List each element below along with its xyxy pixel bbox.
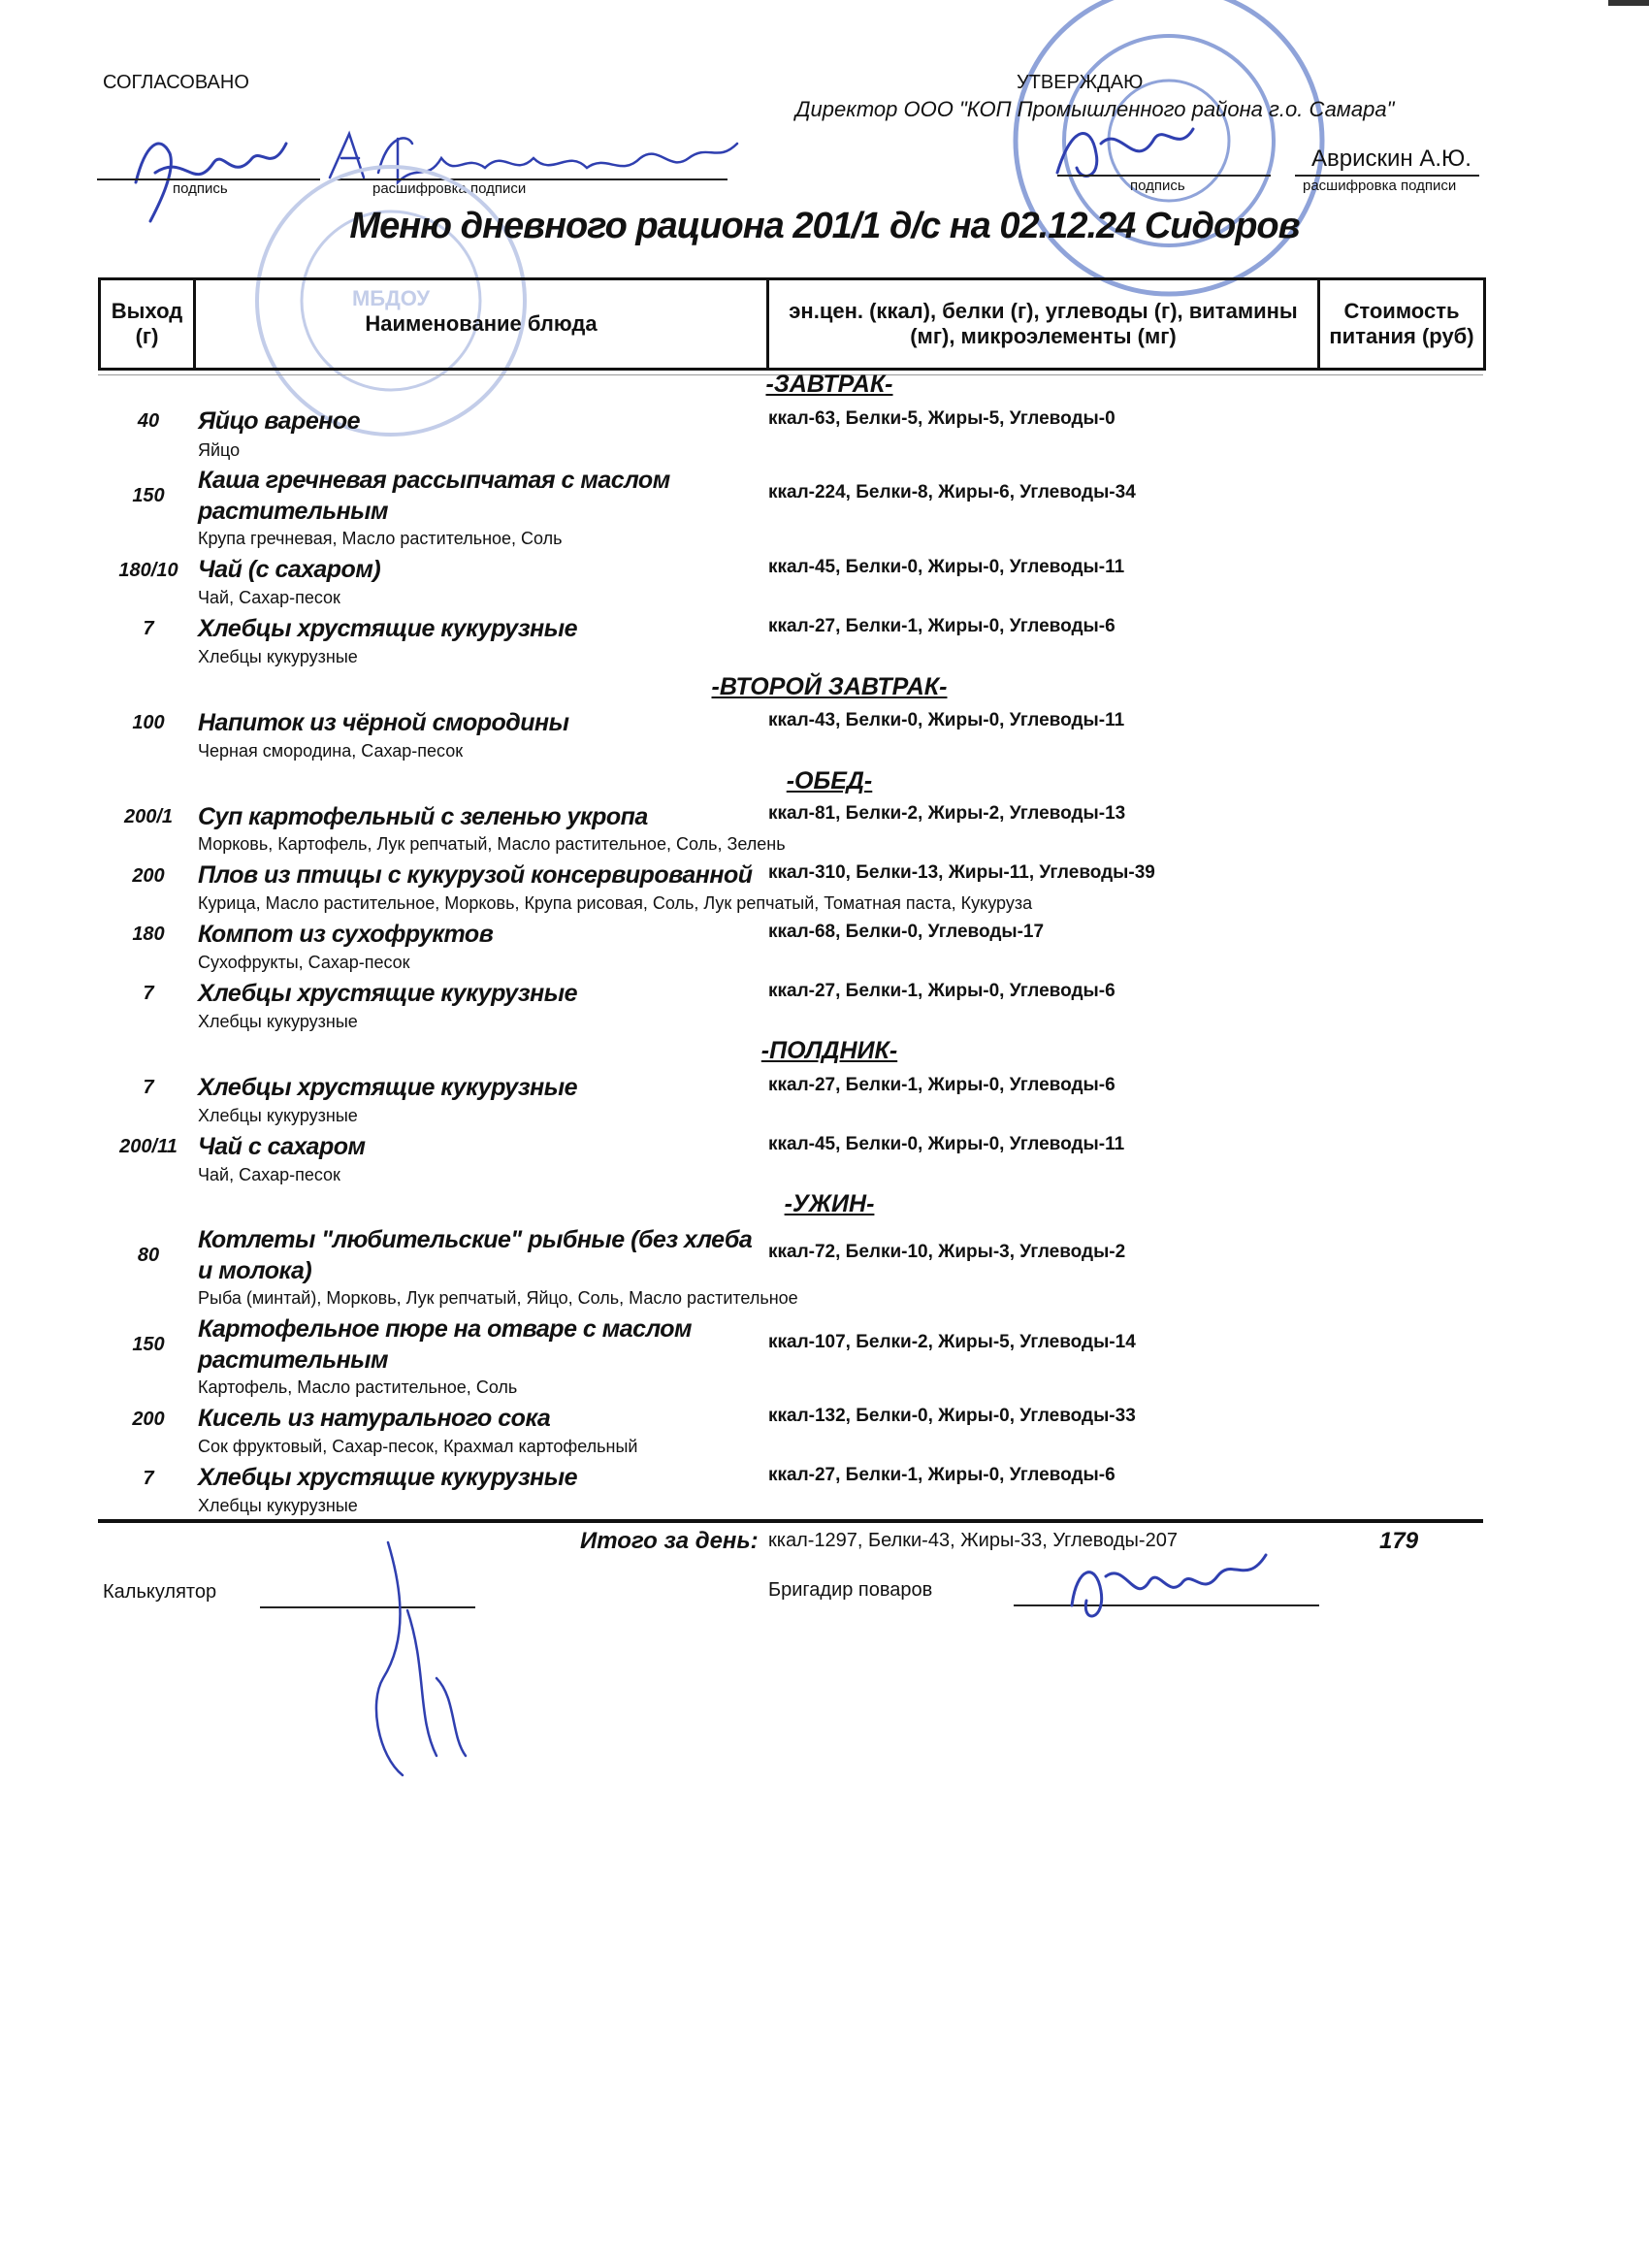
item-qty: 150 xyxy=(132,1334,165,1355)
item-qty: 180 xyxy=(132,923,165,945)
item-qty: 150 xyxy=(132,485,165,506)
item-dish: Кисель из натурального сока xyxy=(198,1405,551,1432)
total-nutrition: ккал-1297, Белки-43, Жиры-33, Углеводы-207 xyxy=(768,1530,1178,1551)
item-dish: Напиток из чёрной смородины xyxy=(198,709,569,736)
item-nutrition: ккал-224, Белки-8, Жиры-6, Углеводы-34 xyxy=(768,482,1136,502)
chef-label: Бригадир поваров xyxy=(768,1579,933,1601)
header-dish: Наименование блюда xyxy=(195,279,768,370)
item-nutrition: ккал-68, Белки-0, Углеводы-17 xyxy=(768,922,1045,942)
item-qty: 7 xyxy=(143,983,154,1004)
item-ingredients: Сухофрукты, Сахар-песок xyxy=(198,953,410,972)
item-ingredients: Хлебцы кукурузные xyxy=(198,1012,358,1031)
total-rule xyxy=(98,1519,1483,1523)
left-decode-caption: расшифровка подписи xyxy=(372,180,527,197)
calculator-signature-scribble xyxy=(349,1533,485,1785)
item-nutrition: ккал-27, Белки-1, Жиры-0, Углеводы-6 xyxy=(768,1465,1116,1485)
item-dish: Хлебцы хрустящие кукурузные xyxy=(198,1464,578,1491)
item-ingredients: Крупа гречневая, Масло растительное, Соль xyxy=(198,529,563,548)
section-dinner: -УЖИН- xyxy=(784,1190,875,1217)
item-qty: 200/11 xyxy=(119,1136,178,1157)
item-ingredients: Рыба (минтай), Морковь, Лук репчатый, Яйцо, Соль, Масло растительное xyxy=(198,1288,798,1308)
item-ingredients: Хлебцы кукурузные xyxy=(198,647,358,666)
item-nutrition: ккал-81, Белки-2, Жиры-2, Углеводы-13 xyxy=(768,803,1126,824)
section-breakfast: -ЗАВТРАК- xyxy=(765,371,893,398)
scan-corner-mark xyxy=(1608,0,1649,6)
item-qty: 7 xyxy=(143,1468,154,1489)
right-signature-caption: подпись xyxy=(1130,178,1185,194)
item-qty: 200 xyxy=(132,1409,165,1430)
item-dish: Компот из сухофруктов xyxy=(198,921,494,948)
item-nutrition: ккал-45, Белки-0, Жиры-0, Углеводы-11 xyxy=(768,1134,1125,1154)
item-dish: Котлеты "любительские" рыбные (без хлеба и молока) xyxy=(198,1226,753,1284)
item-dish: Суп картофельный с зеленью укропа xyxy=(198,803,648,830)
item-qty: 80 xyxy=(137,1245,160,1266)
item-nutrition: ккал-72, Белки-10, Жиры-3, Углеводы-2 xyxy=(768,1242,1126,1262)
item-ingredients: Черная смородина, Сахар-песок xyxy=(198,741,464,761)
total-label: Итого за день: xyxy=(580,1528,759,1554)
item-ingredients: Чай, Сахар-песок xyxy=(198,1165,340,1184)
item-ingredients: Яйцо xyxy=(198,440,241,460)
left-signature-caption: подпись xyxy=(173,180,228,197)
item-dish: Чай с сахаром xyxy=(198,1133,366,1160)
item-nutrition: ккал-43, Белки-0, Жиры-0, Углеводы-11 xyxy=(768,710,1125,730)
item-ingredients: Хлебцы кукурузные xyxy=(198,1106,358,1125)
item-ingredients: Хлебцы кукурузные xyxy=(198,1496,358,1515)
item-qty: 180/10 xyxy=(118,560,178,581)
chef-signature-scribble xyxy=(1057,1547,1280,1635)
item-nutrition: ккал-27, Белки-1, Жиры-0, Углеводы-6 xyxy=(768,981,1116,1001)
header-qty: Выход (г) xyxy=(100,279,195,370)
item-dish: Картофельное пюре на отваре с маслом растительным xyxy=(198,1315,693,1374)
item-ingredients: Сок фруктовый, Сахар-песок, Крахмал картофельный xyxy=(198,1437,638,1456)
item-dish: Яйцо вареное xyxy=(198,407,361,435)
item-qty: 7 xyxy=(143,1077,154,1098)
item-dish: Хлебцы хрустящие кукурузные xyxy=(198,1074,578,1101)
item-nutrition: ккал-310, Белки-13, Жиры-11, Углеводы-39 xyxy=(768,862,1155,883)
item-dish: Хлебцы хрустящие кукурузные xyxy=(198,615,578,642)
item-ingredients: Картофель, Масло растительное, Соль xyxy=(198,1377,518,1397)
item-nutrition: ккал-132, Белки-0, Жиры-0, Углеводы-33 xyxy=(768,1406,1136,1426)
total-cost: 179 xyxy=(1379,1528,1419,1554)
right-signature-line xyxy=(1057,175,1271,177)
item-dish: Каша гречневая рассыпчатая с маслом растительным xyxy=(198,467,670,525)
item-qty: 7 xyxy=(143,618,154,639)
item-nutrition: ккал-27, Белки-1, Жиры-0, Углеводы-6 xyxy=(768,616,1116,636)
section-lunch: -ОБЕД- xyxy=(786,767,873,794)
item-nutrition: ккал-45, Белки-0, Жиры-0, Углеводы-11 xyxy=(768,557,1125,577)
item-qty: 200/1 xyxy=(123,806,174,827)
item-nutrition: ккал-27, Белки-1, Жиры-0, Углеводы-6 xyxy=(768,1075,1116,1095)
item-nutrition: ккал-63, Белки-5, Жиры-5, Углеводы-0 xyxy=(768,408,1116,429)
item-dish: Плов из птицы с кукурузой консервированной xyxy=(198,861,753,889)
item-ingredients: Курица, Масло растительное, Морковь, Крупа рисовая, Соль, Лук репчатый, Томатная паста, Кукуруза xyxy=(198,893,1033,913)
item-qty: 100 xyxy=(132,712,165,733)
section-afternoon-snack: -ПОЛДНИК- xyxy=(760,1037,898,1064)
item-qty: 200 xyxy=(132,865,165,887)
section-second-breakfast: -ВТОРОЙ ЗАВТРАК- xyxy=(711,673,948,700)
menu-table-header xyxy=(98,277,1486,371)
item-qty: 40 xyxy=(137,410,160,432)
right-decode-line xyxy=(1295,175,1479,177)
right-decode-caption: расшифровка подписи xyxy=(1303,178,1457,194)
approval-right-name: Аврискин А.Ю. xyxy=(1311,146,1471,172)
approval-right-label: УТВЕРЖДАЮ xyxy=(1017,72,1144,93)
calculator-label: Калькулятор xyxy=(103,1581,217,1603)
item-ingredients: Морковь, Картофель, Лук репчатый, Масло растительное, Соль, Зелень xyxy=(198,834,786,854)
svg-text:МБДОУ: МБДОУ xyxy=(351,286,431,310)
page-title: Меню дневного рациона 201/1 д/с на 02.12.24 Сидоров xyxy=(349,206,1300,246)
approval-right-position: Директор ООО "КОП Промышленного района г.о. Самара" xyxy=(795,97,1395,121)
header-cost: Стоимость питания (руб) xyxy=(1319,279,1485,370)
item-ingredients: Чай, Сахар-песок xyxy=(198,588,340,607)
item-dish: Хлебцы хрустящие кукурузные xyxy=(198,980,578,1007)
item-dish: Чай (с сахаром) xyxy=(198,556,381,583)
approval-left-label: СОГЛАСОВАНО xyxy=(103,72,249,93)
header-nutrition: эн.цен. (ккал), белки (г), углеводы (г), витамины (мг), микроэлементы (мг) xyxy=(768,279,1319,370)
item-nutrition: ккал-107, Белки-2, Жиры-5, Углеводы-14 xyxy=(768,1332,1136,1352)
